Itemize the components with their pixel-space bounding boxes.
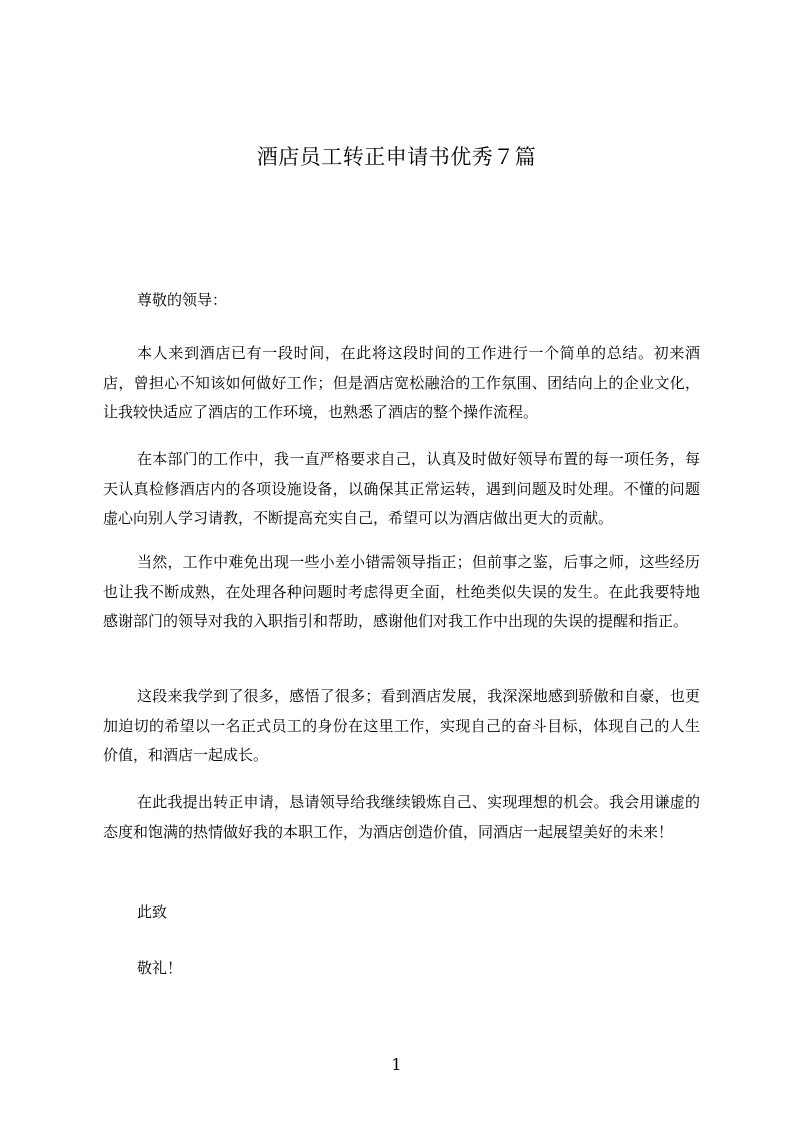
closing-line-2: 敬礼！ [137, 959, 183, 977]
body-paragraph-2: 在本部门的工作中，我一直严格要求自己，认真及时做好领导布置的每一项任务，每天认真检修酒店内的各项设施设备，以确保其正常运转，遇到问题及时处理。不懂的问题虚心向别人学习请教，不断提高充实自己，希望可以为酒店做出更大的贡献。 [103, 450, 700, 527]
page-number: 1 [391, 1055, 402, 1074]
body-paragraph-4: 这段来我学到了很多，感悟了很多；看到酒店发展，我深深地感到骄傲和自豪，也更加迫切的希望以一名正式员工的身份在这里工作，实现自己的奋斗目标，体现自己的人生价值，和酒店一起成长。 [103, 687, 700, 764]
salutation: 尊敬的领导： [137, 291, 228, 309]
body-paragraph-1: 本人来到酒店已有一段时间，在此将这段时间的工作进行一个简单的总结。初来酒店，曾担心不知该如何做好工作；但是酒店宽松融洽的工作氛围、团结向上的企业文化，让我较快适应了酒店的工作环境，也熟悉了酒店的整个操作流程。 [103, 344, 700, 421]
body-paragraph-3: 当然，工作中难免出现一些小差小错需领导指正；但前事之鉴，后事之师，这些经历也让我不断成熟，在处理各种问题时考虑得更全面，杜绝类似失误的发生。在此我要特地感谢部门的领导对我的入职指引和帮助，感谢他们对我工作中出现的失误的提醒和指正。 [103, 553, 700, 630]
closing-line-1: 此致 [137, 903, 168, 921]
document-title: 酒店员工转正申请书优秀７篇 [256, 145, 537, 169]
body-paragraph-5: 在此我提出转正申请，恳请领导给我继续锻炼自己、实现理想的机会。我会用谦虚的态度和饱满的热情做好我的本职工作，为酒店创造价值，同酒店一起展望美好的未来！ [103, 793, 700, 841]
